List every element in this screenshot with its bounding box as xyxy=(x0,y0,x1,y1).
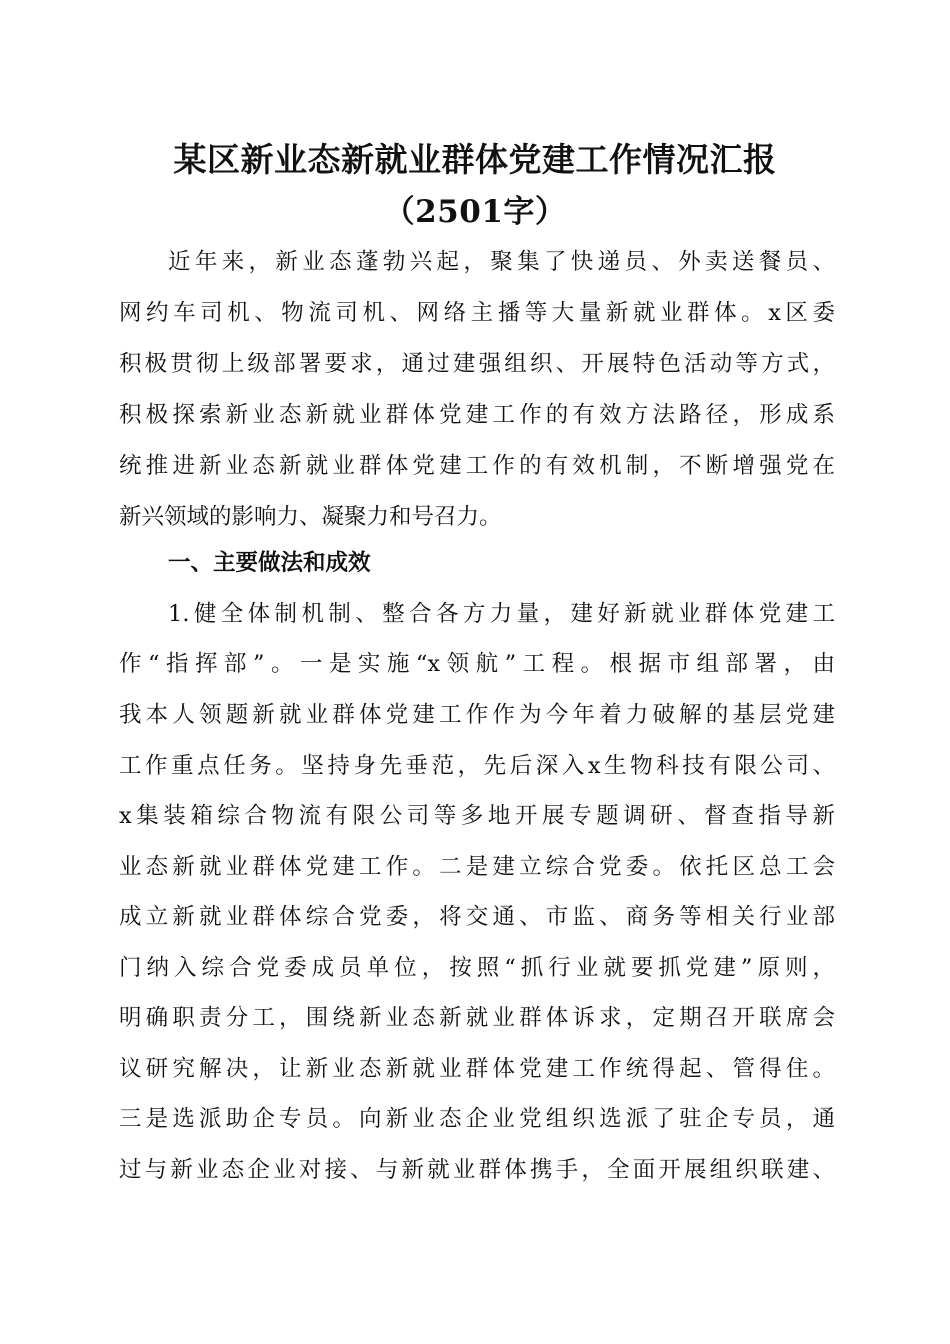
paragraph-line: 统推进新业态新就业群体党建工作的有效机制，不断增强党在 xyxy=(119,453,835,479)
document-title: 某区新业态新就业群体党建工作情况汇报 xyxy=(173,140,777,179)
paragraph-line: 议研究解决，让新业态新就业群体党建工作统得起、管得住。 xyxy=(119,1056,835,1082)
paragraph-line: 工作重点任务。坚持身先垂范，先后深入x生物科技有限公司、 xyxy=(119,753,835,779)
paragraph-line: 成立新就业群体综合党委，将交通、市监、商务等相关行业部 xyxy=(119,904,835,930)
section-heading: 一、主要做法和成效 xyxy=(168,550,371,576)
paragraph-line: 作“指挥部”。一是实施“x领航”工程。根据市组部署，由 xyxy=(119,651,835,677)
paragraph-line: 门纳入综合党委成员单位，按照“抓行业就要抓党建”原则， xyxy=(119,955,835,981)
paragraph-line: 三是选派助企专员。向新业态企业党组织选派了驻企专员，通 xyxy=(119,1106,835,1132)
paragraph-line: 过与新业态企业对接、与新就业群体携手，全面开展组织联建、 xyxy=(119,1157,835,1183)
paragraph-line: 积极探索新业态新就业群体党建工作的有效方法路径，形成系 xyxy=(119,402,835,428)
paragraph-line: 新兴领域的影响力、凝聚力和号召力。 xyxy=(119,504,502,530)
paragraph-line: 业态新就业群体党建工作。二是建立综合党委。依托区总工会 xyxy=(119,854,835,880)
paragraph-line: 明确职责分工，围绕新业态新就业群体诉求，定期召开联席会 xyxy=(119,1005,835,1031)
document-word-count: （2501字） xyxy=(383,194,567,230)
paragraph-line: 网约车司机、物流司机、网络主播等大量新就业群体。x区委 xyxy=(119,300,835,326)
paragraph-line: 我本人领题新就业群体党建工作作为今年着力破解的基层党建 xyxy=(119,702,835,728)
paragraph-line: 1.健全体制机制、整合各方力量，建好新就业群体党建工 xyxy=(168,601,835,627)
paragraph-line: x集装箱综合物流有限公司等多地开展专题调研、督查指导新 xyxy=(119,803,835,829)
paragraph-line: 积极贯彻上级部署要求，通过建强组织、开展特色活动等方式， xyxy=(119,351,835,377)
paragraph-line: 近年来，新业态蓬勃兴起，聚集了快递员、外卖送餐员、 xyxy=(168,249,835,275)
